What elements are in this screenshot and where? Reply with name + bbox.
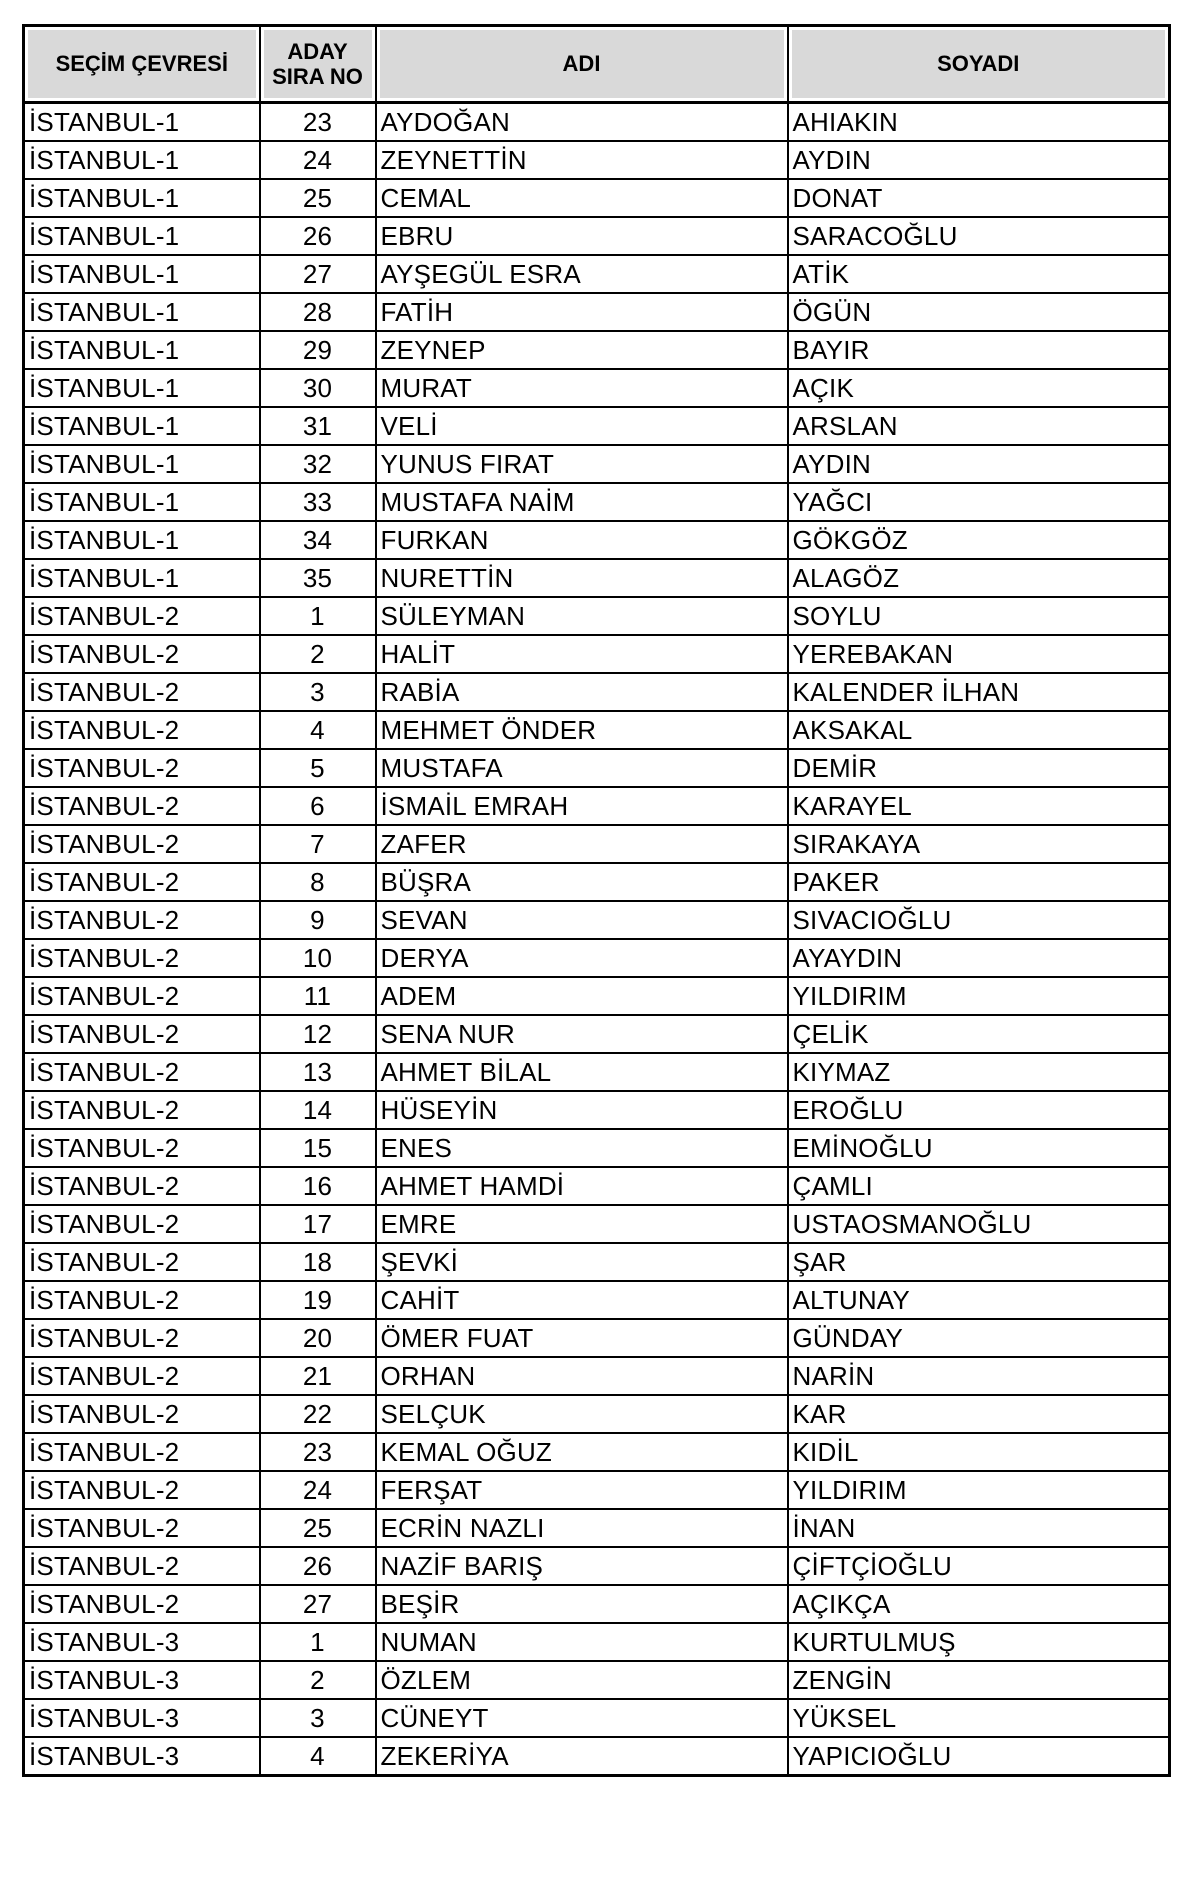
cell-surname: KIDİL xyxy=(788,1433,1170,1471)
cell-order-number: 6 xyxy=(260,787,376,825)
table-row xyxy=(24,445,1170,483)
cell-district: İSTANBUL-2 xyxy=(24,749,260,787)
cell-surname: ALAGÖZ xyxy=(788,559,1170,597)
cell-district: İSTANBUL-2 xyxy=(24,1205,260,1243)
cell-name: ÖZLEM xyxy=(376,1661,788,1699)
cell-order-number: 28 xyxy=(260,293,376,331)
cell-order-number: 2 xyxy=(260,1661,376,1699)
cell-order-number: 27 xyxy=(260,255,376,293)
cell-name: RABİA xyxy=(376,673,788,711)
table-row xyxy=(24,597,1170,635)
cell-order-number: 23 xyxy=(260,1433,376,1471)
cell-order-number: 4 xyxy=(260,1737,376,1776)
cell-surname: AYDIN xyxy=(788,445,1170,483)
cell-name: FURKAN xyxy=(376,521,788,559)
cell-name: İSMAİL EMRAH xyxy=(376,787,788,825)
cell-surname: YEREBAKAN xyxy=(788,635,1170,673)
cell-surname: ARSLAN xyxy=(788,407,1170,445)
cell-name: EMRE xyxy=(376,1205,788,1243)
cell-name: ÖMER FUAT xyxy=(376,1319,788,1357)
cell-name: NAZİF BARIŞ xyxy=(376,1547,788,1585)
table-row xyxy=(24,559,1170,597)
table-row xyxy=(24,521,1170,559)
table-row xyxy=(24,1699,1170,1737)
cell-surname: NARİN xyxy=(788,1357,1170,1395)
table-row xyxy=(24,179,1170,217)
cell-name: EBRU xyxy=(376,217,788,255)
table-row xyxy=(24,1015,1170,1053)
table-row xyxy=(24,1395,1170,1433)
cell-order-number: 7 xyxy=(260,825,376,863)
header-surname: SOYADI xyxy=(788,26,1170,103)
cell-district: İSTANBUL-1 xyxy=(24,559,260,597)
cell-surname: SOYLU xyxy=(788,597,1170,635)
cell-surname: KIYMAZ xyxy=(788,1053,1170,1091)
cell-surname: ÇELİK xyxy=(788,1015,1170,1053)
cell-order-number: 1 xyxy=(260,1623,376,1661)
cell-district: İSTANBUL-2 xyxy=(24,787,260,825)
cell-surname: ÇİFTÇİOĞLU xyxy=(788,1547,1170,1585)
table-row xyxy=(24,1129,1170,1167)
table-row xyxy=(24,1471,1170,1509)
cell-order-number: 19 xyxy=(260,1281,376,1319)
table-row xyxy=(24,1585,1170,1623)
table-row xyxy=(24,1053,1170,1091)
cell-district: İSTANBUL-1 xyxy=(24,521,260,559)
header-order-line2: SIRA NO xyxy=(272,64,363,89)
table-row xyxy=(24,483,1170,521)
table-row xyxy=(24,1205,1170,1243)
cell-name: CÜNEYT xyxy=(376,1699,788,1737)
cell-surname: KAR xyxy=(788,1395,1170,1433)
cell-surname: GÜNDAY xyxy=(788,1319,1170,1357)
cell-surname: KURTULMUŞ xyxy=(788,1623,1170,1661)
cell-order-number: 16 xyxy=(260,1167,376,1205)
table-row xyxy=(24,369,1170,407)
candidate-table xyxy=(22,24,1171,1777)
cell-surname: AKSAKAL xyxy=(788,711,1170,749)
table-row xyxy=(24,901,1170,939)
table-row xyxy=(24,825,1170,863)
table-row xyxy=(24,749,1170,787)
cell-district: İSTANBUL-2 xyxy=(24,673,260,711)
cell-district: İSTANBUL-2 xyxy=(24,1243,260,1281)
cell-name: AHMET BİLAL xyxy=(376,1053,788,1091)
cell-order-number: 12 xyxy=(260,1015,376,1053)
cell-name: SÜLEYMAN xyxy=(376,597,788,635)
cell-surname: ÖGÜN xyxy=(788,293,1170,331)
table-body xyxy=(24,103,1170,1776)
cell-name: ZEKERİYA xyxy=(376,1737,788,1776)
cell-name: YUNUS FIRAT xyxy=(376,445,788,483)
header-order-number xyxy=(260,26,376,103)
cell-order-number: 25 xyxy=(260,1509,376,1547)
cell-district: İSTANBUL-1 xyxy=(24,141,260,179)
cell-name: ŞEVKİ xyxy=(376,1243,788,1281)
cell-surname: İNAN xyxy=(788,1509,1170,1547)
table-row xyxy=(24,255,1170,293)
cell-order-number: 32 xyxy=(260,445,376,483)
cell-district: İSTANBUL-1 xyxy=(24,483,260,521)
cell-name: AHMET HAMDİ xyxy=(376,1167,788,1205)
table-row xyxy=(24,293,1170,331)
cell-order-number: 10 xyxy=(260,939,376,977)
cell-district: İSTANBUL-1 xyxy=(24,369,260,407)
cell-order-number: 14 xyxy=(260,1091,376,1129)
table-row xyxy=(24,331,1170,369)
cell-district: İSTANBUL-2 xyxy=(24,1091,260,1129)
cell-district: İSTANBUL-2 xyxy=(24,597,260,635)
cell-district: İSTANBUL-2 xyxy=(24,1319,260,1357)
cell-district: İSTANBUL-1 xyxy=(24,407,260,445)
cell-surname: SIVACIOĞLU xyxy=(788,901,1170,939)
cell-district: İSTANBUL-2 xyxy=(24,1281,260,1319)
table-row xyxy=(24,1509,1170,1547)
cell-name: KEMAL OĞUZ xyxy=(376,1433,788,1471)
cell-name: ZEYNETTİN xyxy=(376,141,788,179)
cell-surname: YAĞCI xyxy=(788,483,1170,521)
cell-name: DERYA xyxy=(376,939,788,977)
cell-district: İSTANBUL-3 xyxy=(24,1623,260,1661)
cell-name: NURETTİN xyxy=(376,559,788,597)
cell-name: ZAFER xyxy=(376,825,788,863)
cell-order-number: 17 xyxy=(260,1205,376,1243)
table-row xyxy=(24,217,1170,255)
cell-order-number: 2 xyxy=(260,635,376,673)
table-row xyxy=(24,1623,1170,1661)
cell-surname: PAKER xyxy=(788,863,1170,901)
cell-name: NUMAN xyxy=(376,1623,788,1661)
cell-district: İSTANBUL-2 xyxy=(24,1167,260,1205)
cell-order-number: 20 xyxy=(260,1319,376,1357)
cell-surname: SIRAKAYA xyxy=(788,825,1170,863)
table-row xyxy=(24,1091,1170,1129)
cell-surname: SARACOĞLU xyxy=(788,217,1170,255)
cell-surname: YAPICIOĞLU xyxy=(788,1737,1170,1776)
cell-surname: AÇIKÇA xyxy=(788,1585,1170,1623)
cell-district: İSTANBUL-1 xyxy=(24,293,260,331)
cell-name: FERŞAT xyxy=(376,1471,788,1509)
table-row xyxy=(24,1281,1170,1319)
table-row xyxy=(24,1167,1170,1205)
table-row xyxy=(24,787,1170,825)
cell-name: HALİT xyxy=(376,635,788,673)
header-row xyxy=(24,26,1170,103)
cell-district: İSTANBUL-2 xyxy=(24,1129,260,1167)
cell-order-number: 23 xyxy=(260,103,376,142)
cell-order-number: 11 xyxy=(260,977,376,1015)
cell-name: ADEM xyxy=(376,977,788,1015)
cell-district: İSTANBUL-2 xyxy=(24,1053,260,1091)
table-row xyxy=(24,1547,1170,1585)
cell-surname: GÖKGÖZ xyxy=(788,521,1170,559)
cell-district: İSTANBUL-2 xyxy=(24,901,260,939)
cell-surname: EROĞLU xyxy=(788,1091,1170,1129)
cell-name: MUSTAFA xyxy=(376,749,788,787)
cell-district: İSTANBUL-1 xyxy=(24,255,260,293)
cell-order-number: 3 xyxy=(260,1699,376,1737)
table-row xyxy=(24,1661,1170,1699)
cell-name: HÜSEYİN xyxy=(376,1091,788,1129)
cell-name: FATİH xyxy=(376,293,788,331)
cell-district: İSTANBUL-2 xyxy=(24,977,260,1015)
cell-name: CAHİT xyxy=(376,1281,788,1319)
cell-name: SENA NUR xyxy=(376,1015,788,1053)
cell-name: SEVAN xyxy=(376,901,788,939)
cell-district: İSTANBUL-1 xyxy=(24,445,260,483)
cell-order-number: 31 xyxy=(260,407,376,445)
cell-order-number: 9 xyxy=(260,901,376,939)
cell-name: ORHAN xyxy=(376,1357,788,1395)
cell-district: İSTANBUL-1 xyxy=(24,103,260,142)
cell-district: İSTANBUL-3 xyxy=(24,1699,260,1737)
cell-surname: AYDIN xyxy=(788,141,1170,179)
header-order-line1: ADAY xyxy=(287,38,348,64)
cell-surname: ZENGİN xyxy=(788,1661,1170,1699)
cell-district: İSTANBUL-2 xyxy=(24,1433,260,1471)
table-header xyxy=(24,26,1170,103)
cell-district: İSTANBUL-2 xyxy=(24,863,260,901)
cell-order-number: 4 xyxy=(260,711,376,749)
cell-name: ECRİN NAZLI xyxy=(376,1509,788,1547)
header-district: SEÇİM ÇEVRESİ xyxy=(24,26,260,103)
cell-order-number: 30 xyxy=(260,369,376,407)
table-row xyxy=(24,939,1170,977)
table-row xyxy=(24,103,1170,142)
cell-name: ZEYNEP xyxy=(376,331,788,369)
cell-surname: AYAYDIN xyxy=(788,939,1170,977)
cell-name: CEMAL xyxy=(376,179,788,217)
cell-order-number: 22 xyxy=(260,1395,376,1433)
cell-name: SELÇUK xyxy=(376,1395,788,1433)
cell-order-number: 24 xyxy=(260,141,376,179)
cell-surname: YÜKSEL xyxy=(788,1699,1170,1737)
table-row xyxy=(24,1433,1170,1471)
cell-name: MUSTAFA NAİM xyxy=(376,483,788,521)
table-row xyxy=(24,407,1170,445)
cell-order-number: 15 xyxy=(260,1129,376,1167)
cell-name: ENES xyxy=(376,1129,788,1167)
cell-order-number: 26 xyxy=(260,1547,376,1585)
cell-district: İSTANBUL-2 xyxy=(24,635,260,673)
cell-name: AYŞEGÜL ESRA xyxy=(376,255,788,293)
cell-district: İSTANBUL-1 xyxy=(24,217,260,255)
cell-surname: BAYIR xyxy=(788,331,1170,369)
cell-order-number: 18 xyxy=(260,1243,376,1281)
cell-order-number: 27 xyxy=(260,1585,376,1623)
cell-order-number: 1 xyxy=(260,597,376,635)
cell-district: İSTANBUL-2 xyxy=(24,939,260,977)
cell-order-number: 34 xyxy=(260,521,376,559)
cell-surname: YILDIRIM xyxy=(788,1471,1170,1509)
cell-order-number: 8 xyxy=(260,863,376,901)
cell-district: İSTANBUL-2 xyxy=(24,1471,260,1509)
cell-district: İSTANBUL-2 xyxy=(24,1015,260,1053)
table-row xyxy=(24,635,1170,673)
cell-surname: EMİNOĞLU xyxy=(788,1129,1170,1167)
cell-order-number: 5 xyxy=(260,749,376,787)
cell-order-number: 33 xyxy=(260,483,376,521)
cell-order-number: 24 xyxy=(260,1471,376,1509)
cell-district: İSTANBUL-1 xyxy=(24,179,260,217)
cell-order-number: 21 xyxy=(260,1357,376,1395)
cell-order-number: 3 xyxy=(260,673,376,711)
cell-surname: ŞAR xyxy=(788,1243,1170,1281)
cell-district: İSTANBUL-2 xyxy=(24,711,260,749)
table-row xyxy=(24,1357,1170,1395)
cell-surname: KALENDER İLHAN xyxy=(788,673,1170,711)
cell-surname: KARAYEL xyxy=(788,787,1170,825)
table-row xyxy=(24,1319,1170,1357)
candidate-list-sheet xyxy=(22,24,1168,1777)
cell-surname: YILDIRIM xyxy=(788,977,1170,1015)
cell-order-number: 25 xyxy=(260,179,376,217)
table-row xyxy=(24,673,1170,711)
cell-surname: USTAOSMANOĞLU xyxy=(788,1205,1170,1243)
cell-surname: DONAT xyxy=(788,179,1170,217)
table-row xyxy=(24,863,1170,901)
cell-order-number: 13 xyxy=(260,1053,376,1091)
cell-district: İSTANBUL-2 xyxy=(24,825,260,863)
cell-name: MURAT xyxy=(376,369,788,407)
cell-name: BÜŞRA xyxy=(376,863,788,901)
table-row xyxy=(24,711,1170,749)
cell-name: AYDOĞAN xyxy=(376,103,788,142)
table-row xyxy=(24,1243,1170,1281)
cell-surname: ATİK xyxy=(788,255,1170,293)
cell-surname: AHIAKIN xyxy=(788,103,1170,142)
cell-order-number: 29 xyxy=(260,331,376,369)
cell-district: İSTANBUL-2 xyxy=(24,1547,260,1585)
cell-name: MEHMET ÖNDER xyxy=(376,711,788,749)
cell-district: İSTANBUL-3 xyxy=(24,1661,260,1699)
table-row xyxy=(24,977,1170,1015)
cell-surname: ALTUNAY xyxy=(788,1281,1170,1319)
cell-district: İSTANBUL-2 xyxy=(24,1585,260,1623)
cell-district: İSTANBUL-3 xyxy=(24,1737,260,1776)
cell-surname: ÇAMLI xyxy=(788,1167,1170,1205)
cell-name: BEŞİR xyxy=(376,1585,788,1623)
cell-order-number: 35 xyxy=(260,559,376,597)
cell-district: İSTANBUL-2 xyxy=(24,1395,260,1433)
cell-district: İSTANBUL-2 xyxy=(24,1357,260,1395)
cell-order-number: 26 xyxy=(260,217,376,255)
header-name: ADI xyxy=(376,26,788,103)
cell-surname: DEMİR xyxy=(788,749,1170,787)
table-row xyxy=(24,141,1170,179)
cell-name: VELİ xyxy=(376,407,788,445)
table-row xyxy=(24,1737,1170,1776)
cell-district: İSTANBUL-2 xyxy=(24,1509,260,1547)
cell-district: İSTANBUL-1 xyxy=(24,331,260,369)
cell-surname: AÇIK xyxy=(788,369,1170,407)
